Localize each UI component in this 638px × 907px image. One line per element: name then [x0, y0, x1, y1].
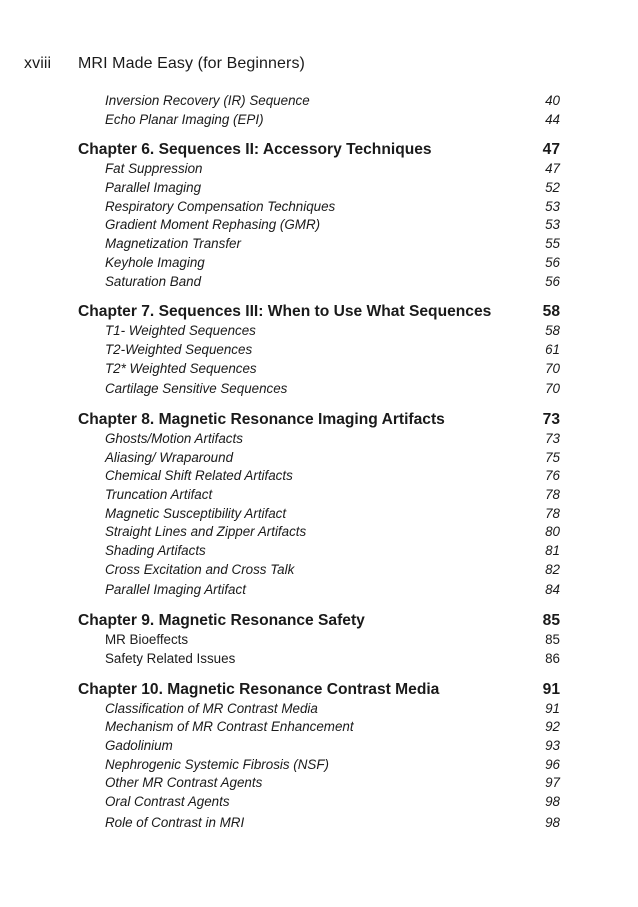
toc-entry-page: 85	[545, 632, 560, 648]
toc-entry	[78, 505, 560, 524]
toc-entry-title: T2-Weighted Sequences	[105, 341, 253, 357]
chapter-title: Chapter 7. Sequences III: When to Use What Sequences	[78, 303, 492, 321]
toc-entry-page: 44	[545, 111, 560, 127]
toc-entry-title: Echo Planar Imaging (EPI)	[105, 111, 264, 127]
toc-entry-title: Parallel Imaging Artifact	[105, 582, 246, 598]
toc-entry	[78, 756, 560, 775]
toc-entry-title: Cartilage Sensitive Sequences	[105, 381, 288, 397]
toc-entry	[78, 430, 560, 449]
toc-entry-page: 78	[545, 505, 560, 521]
toc-entry-title: Role of Contrast in MRI	[105, 814, 245, 830]
toc-entry	[78, 198, 560, 217]
chapter-heading-6	[78, 139, 560, 160]
toc-entry-page: 58	[545, 323, 560, 339]
toc-entry	[78, 341, 560, 360]
toc-entry-page: 73	[545, 430, 560, 446]
toc-entry-page: 78	[545, 487, 560, 502]
toc-entry-page: 98	[545, 814, 560, 830]
toc-entry-title: Other MR Contrast Agents	[105, 775, 263, 791]
toc-entry	[78, 561, 560, 580]
toc-entry	[78, 254, 560, 273]
toc-entry-page: 97	[545, 775, 560, 791]
toc-entry-title: T1- Weighted Sequences	[105, 323, 256, 339]
toc-entry-page: 55	[545, 236, 560, 252]
toc-entry	[78, 486, 560, 505]
toc-entry-title: Shading Artifacts	[105, 543, 206, 559]
toc-entry-title: Straight Lines and Zipper Artifacts	[105, 524, 307, 540]
toc-entry	[78, 449, 560, 468]
toc-entry	[78, 179, 560, 198]
toc-entry	[78, 631, 560, 650]
chapter-page: 47	[542, 141, 560, 159]
toc-entry-title: Respiratory Compensation Techniques	[105, 198, 336, 214]
toc-entry-page: 96	[545, 756, 560, 772]
toc-entry	[78, 542, 560, 561]
toc-entry-title: Keyhole Imaging	[105, 254, 205, 270]
toc-entry	[78, 467, 560, 486]
toc-entry	[78, 814, 560, 833]
toc-entry	[78, 700, 560, 719]
chapter-title: Chapter 8. Magnetic Resonance Imaging Artifacts	[78, 410, 445, 428]
toc-entry	[78, 380, 560, 399]
toc-entry-page: 56	[545, 254, 560, 270]
toc-entry-page: 47	[545, 161, 560, 177]
toc-entry	[78, 216, 560, 235]
toc-entry-title: Magnetic Susceptibility Artifact	[105, 505, 287, 521]
chapter-page: 91	[542, 680, 560, 698]
toc-entry-title: Cross Excitation and Cross Talk	[105, 561, 295, 577]
toc-entry-title: Safety Related Issues	[105, 650, 236, 666]
toc-entry-title: Chemical Shift Related Artifacts	[105, 468, 293, 484]
toc-entry	[78, 160, 560, 179]
toc-entry-page: 70	[545, 360, 560, 376]
toc-entry-title: Truncation Artifact	[105, 487, 213, 502]
toc-entry-title: Mechanism of MR Contrast Enhancement	[105, 719, 354, 735]
toc-entry-page: 82	[545, 561, 560, 577]
toc-entry-page: 92	[545, 719, 560, 735]
toc-entry	[78, 273, 560, 292]
toc-entry-page: 40	[545, 93, 560, 108]
book-title: MRI Made Easy (for Beginners)	[78, 55, 305, 72]
toc-entry-page: 80	[545, 524, 560, 540]
toc-entry-title: MR Bioeffects	[105, 632, 189, 648]
toc-entry-page: 52	[545, 180, 560, 196]
toc-entry	[78, 111, 560, 130]
toc-entry-title: Ghosts/Motion Artifacts	[105, 430, 243, 446]
toc-entry-title: Oral Contrast Agents	[105, 793, 230, 809]
toc-entry-title: Gadolinium	[105, 737, 173, 753]
toc-entry-page: 75	[545, 449, 560, 465]
toc-entry-title: Gradient Moment Rephasing (GMR)	[105, 217, 321, 233]
toc-entry	[78, 360, 560, 379]
toc-entry-page: 56	[545, 273, 560, 289]
chapter-heading-8	[78, 409, 560, 430]
chapter-page: 73	[542, 410, 560, 428]
chapter-page: 58	[542, 303, 560, 321]
chapter-title: Chapter 6. Sequences II: Accessory Techniques	[78, 141, 432, 159]
chapter-page: 85	[542, 612, 560, 630]
toc-entry-page: 93	[545, 737, 560, 753]
toc-entry-page: 86	[545, 650, 560, 666]
table-of-contents	[78, 92, 560, 832]
toc-entry-title: Saturation Band	[105, 273, 202, 289]
chapter-heading-7	[78, 301, 560, 322]
chapter-title: Chapter 9. Magnetic Resonance Safety	[78, 612, 365, 630]
toc-entry-page: 76	[545, 468, 560, 484]
chapter-heading-9	[78, 610, 560, 631]
page-folio: xviii	[24, 55, 52, 72]
toc-entry	[78, 718, 560, 737]
running-header	[24, 55, 305, 73]
toc-entry	[78, 650, 560, 669]
chapter-title: Chapter 10. Magnetic Resonance Contrast Media	[78, 680, 440, 698]
toc-entry	[78, 523, 560, 542]
toc-entry	[78, 322, 560, 341]
toc-entry-page: 61	[545, 341, 560, 357]
toc-entry-title: Fat Suppression	[105, 161, 203, 177]
toc-entry-title: Nephrogenic Systemic Fibrosis (NSF)	[105, 756, 329, 772]
toc-entry	[78, 581, 560, 600]
toc-entry-page: 53	[545, 198, 560, 214]
chapter-heading-10	[78, 679, 560, 700]
toc-entry-page: 81	[545, 543, 560, 559]
toc-entry-page: 98	[545, 793, 560, 809]
toc-entry	[78, 235, 560, 254]
toc-entry-page: 70	[545, 381, 560, 397]
toc-entry	[78, 774, 560, 793]
toc-entry-title: Inversion Recovery (IR) Sequence	[105, 93, 310, 108]
toc-entry-title: Aliasing/ Wraparound	[105, 449, 234, 465]
toc-entry	[78, 737, 560, 756]
toc-entry-title: Magnetization Transfer	[105, 236, 241, 252]
toc-entry-title: Parallel Imaging	[105, 180, 202, 196]
toc-entry	[78, 92, 560, 111]
toc-entry-page: 84	[545, 582, 560, 598]
toc-entry	[78, 793, 560, 812]
toc-entry-page: 53	[545, 217, 560, 233]
toc-entry-page: 91	[545, 700, 560, 716]
toc-entry-title: Classification of MR Contrast Media	[105, 700, 318, 716]
toc-entry-title: T2* Weighted Sequences	[105, 360, 257, 376]
